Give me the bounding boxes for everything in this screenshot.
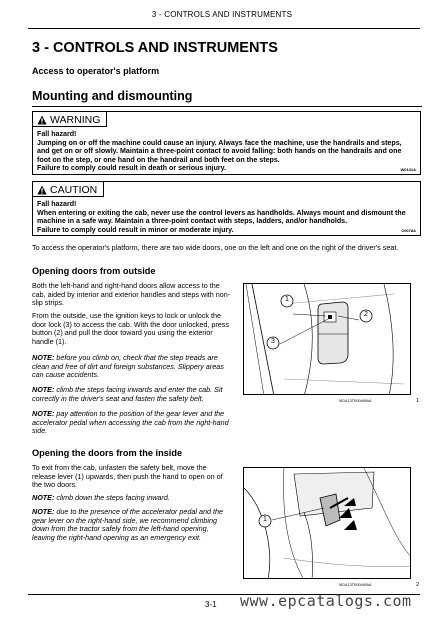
- warning-title: WARNING: [50, 113, 101, 126]
- outside-paragraph-2: From the outside, use the ignition keys to lock or unlock the door lock (3) to access the cab. With the door unlocked, press button (2) and pull the door toward you using the exterior handle (1).: [32, 311, 229, 346]
- chapter-title: 3 - CONTROLS AND INSTRUMENTS: [32, 40, 278, 56]
- outside-note-1: [32, 354, 232, 380]
- warning-title-tab: [33, 112, 107, 127]
- caution-body: [37, 200, 415, 234]
- inside-note-1: [32, 494, 232, 503]
- header-rule: [28, 28, 420, 29]
- note-label: NOTE:: [32, 409, 55, 418]
- figure-1-number: 1: [416, 398, 420, 404]
- warning-triangle-icon: [37, 115, 47, 125]
- caution-title-tab: [33, 182, 104, 197]
- inside-note-2: [32, 508, 232, 542]
- note-text: climb the steps facing inwards and enter the cab. Sit correctly in the driver's seat and fasten the safety belt.: [32, 385, 223, 403]
- caution-text: When entering or exiting the cab, never use the control levers as handholds. Always mount and dismount the machine in a safe way. Maintain a three-point contact with steps, ladders, and/or handholds.: [37, 208, 406, 226]
- figure-release-lever: [243, 467, 411, 579]
- figure-door-lock: [243, 283, 411, 395]
- inside-paragraph-1: To exit from the cab, unfasten the safety belt, move the release lever (1) upwards, then push the hand to open on of the two doors.: [32, 463, 223, 490]
- caution-consequence: Failure to comply could result in minor or moderate injury.: [37, 225, 234, 234]
- note-text: climb down the steps facing inward.: [54, 493, 170, 502]
- page-number: 3-1: [205, 600, 217, 609]
- intro-paragraph: To access the operator's platform, there are two wide doors, one on the left and one on the right of the driver's seat.: [32, 243, 399, 252]
- watermark: www.epcatalogs.com: [240, 592, 412, 610]
- note-label: NOTE:: [32, 353, 55, 362]
- note-text: pay attention to the position of the gear lever and the accelerator pedal when accessing the cab from the right-hand side.: [32, 409, 229, 436]
- figure-1-caption: MOIL13TR00489AA: [339, 399, 372, 403]
- figure-2-number: 2: [416, 582, 420, 588]
- warning-consequence: Failure to comply could result in death or serious injury.: [37, 164, 227, 173]
- outside-note-3: [32, 410, 232, 436]
- callout-1: 1: [280, 294, 294, 313]
- inside-heading: Opening the doors from the inside: [32, 448, 183, 458]
- outside-heading: Opening doors from outside: [32, 266, 156, 276]
- section-rule: [32, 106, 422, 107]
- figure-2-caption: MOIL13TR00490AA: [339, 583, 372, 587]
- caution-title: CAUTION: [50, 183, 98, 196]
- callout-1: 1: [258, 514, 272, 533]
- outside-paragraph-1: Both the left-hand and right-hand doors allow access to the cab, aided by interior and exterior handles and steps with non-slip strips.: [32, 281, 231, 308]
- note-label: NOTE:: [32, 493, 55, 502]
- section-title: Mounting and dismounting: [32, 89, 193, 103]
- warning-code: W0141A: [400, 167, 416, 172]
- note-label: NOTE:: [32, 507, 55, 516]
- note-label: NOTE:: [32, 385, 55, 394]
- callout-3: 3: [266, 336, 280, 355]
- outside-note-2: [32, 386, 232, 403]
- note-text: due to the presence of the accelerator pedal and the gear lever on the right-hand side, we recommend climbing down from the tractor safely from the left-hand opening, leaving the right-hand opening as an emergency exit.: [32, 507, 223, 542]
- callout-2: 2: [359, 309, 373, 328]
- caution-hazard: Fall hazard!: [37, 200, 77, 208]
- warning-text: Jumping on or off the machine could cause an injury. Always face the machine, use the handrails and steps, and get on or off slowly. Maintain a three-point contact to avoid falling: both hands on the handrails and one foot on the step, or one hand on the handrail and both feet on the steps.: [37, 138, 402, 164]
- caution-triangle-icon: [37, 185, 47, 195]
- note-text: before you climb on, check that the step treads are clean and free of dirt and foreign substances. Slippery areas can cause accidents.: [32, 353, 224, 380]
- caution-box: [32, 181, 421, 236]
- running-header: 3 - CONTROLS AND INSTRUMENTS: [151, 10, 293, 19]
- caution-code: C0078A: [401, 228, 416, 233]
- warning-body: [37, 130, 415, 173]
- access-heading: Access to operator's platform: [32, 66, 160, 76]
- warning-hazard: Fall hazard!: [37, 130, 77, 138]
- warning-box: [32, 111, 421, 175]
